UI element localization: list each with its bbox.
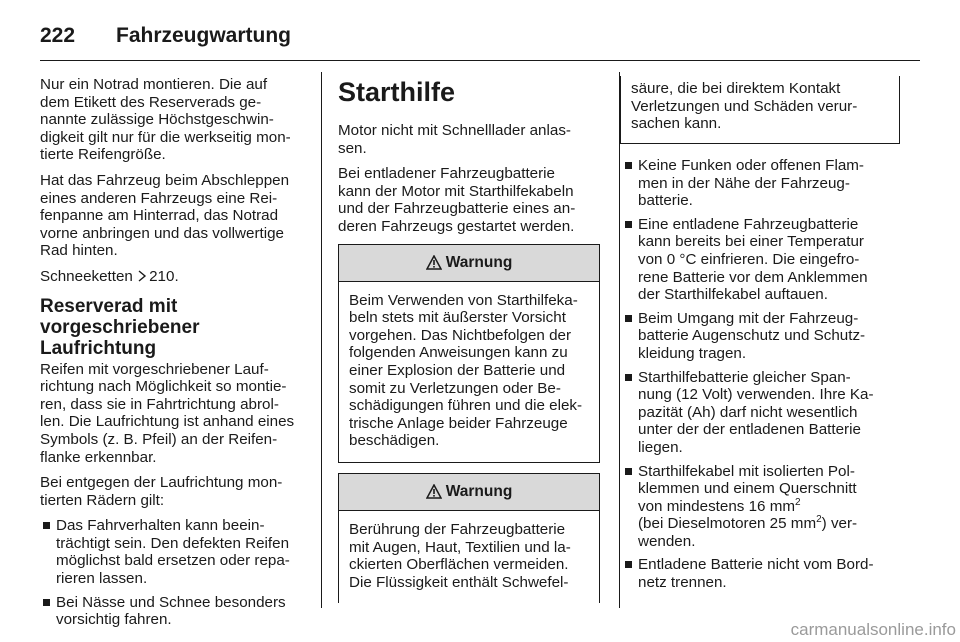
bullet-list	[40, 517, 308, 629]
bullet-square-icon	[625, 221, 632, 228]
bullet-square-icon	[625, 468, 632, 475]
warning-box	[338, 473, 600, 603]
list-item: Entladene Batterie nicht vom Bord- netz trennen.	[622, 556, 906, 591]
warning-text: Berührung der Fahrzeugbatterie mit Augen, Haut, Textilien und la- ckierten Oberflächen vermeiden. Die Flüssigkeit enthält Schwefel-	[349, 520, 571, 591]
warning-label: Warnung	[445, 253, 513, 271]
list-item: Starthilfebatterie gleicher Span- nung (12 Volt) verwenden. Ihre Ka- pazität (Ah) darf nicht wesentlich unter der der entladenen Batterie liegen.	[622, 369, 906, 457]
reference-page: 210.	[149, 267, 179, 285]
paragraph: Bei entladener Fahrzeugbatterie kann der Motor mit Starthilfekabeln und der Fahrzeugbatterie eines an- deren Fahrzeugs gestartet werden.	[338, 165, 576, 235]
column-middle	[338, 76, 600, 613]
list-item: Eine entladene Fahrzeugbatterie kann bereits bei einer Temperatur von 0 °C einfrieren. Die eingefro- rene Batterie vor dem Anklemmen der Starthilfekabel auftauen.	[622, 216, 906, 304]
bullet-square-icon	[43, 599, 50, 606]
list-item: Keine Funken oder offenen Flam- men in der Nähe der Fahrzeug- batterie.	[622, 157, 906, 210]
paragraph: Bei entgegen der Laufrichtung mon- tierten Rädern gilt:	[40, 474, 283, 509]
bullet-list	[622, 157, 906, 592]
warning-box-continuation: säure, die bei direktem Kontakt Verletzungen und Schäden verur- sachen kann.	[620, 76, 900, 144]
list-item: Beim Umgang mit der Fahrzeug- batterie Augenschutz und Schutz- kleidung tragen.	[622, 310, 906, 363]
warning-text: Beim Verwenden von Starthilfeka- beln stets mit äußerster Vorsicht vorgehen. Das Nichtbefolgen der folgenden Anweisungen kann zu einer Explosion der Batterie und somit zu Verletzungen oder Be- schädigungen führen und die elek- trische Anlage beider Fahrzeuge beschädigen.	[349, 291, 583, 450]
warning-header	[339, 245, 599, 282]
section-title: Starthilfe	[338, 77, 456, 107]
warning-triangle-icon	[426, 255, 442, 270]
list-item: Bei Nässe und Schnee besonders vorsichtig fahren.	[40, 594, 308, 629]
paragraph: Reifen mit vorgeschriebener Lauf- richtung nach Möglichkeit so montie- ren, dass sie in Fahrtrichtung abrol- len. Die Laufrichtung ist anhand eines Symbols (z. B. Pfeil) an der Reifen- flanke erkennbar.	[40, 360, 295, 466]
cross-reference	[40, 268, 308, 286]
paragraph: Hat das Fahrzeug beim Abschleppen eines anderen Fahrzeugs eine Rei- fenpanne am Hinterrad, das Notrad vorne anbringen und das vollwertige Rad hinten.	[40, 171, 290, 260]
warning-triangle-icon	[426, 484, 442, 499]
warning-label: Warnung	[445, 483, 513, 501]
bullet-square-icon	[625, 561, 632, 568]
warning-box	[338, 244, 600, 463]
column-right	[622, 157, 906, 598]
bullet-square-icon	[625, 315, 632, 322]
watermark: carmanualsonline.info	[790, 620, 956, 639]
column-left	[40, 76, 308, 635]
page-header	[40, 18, 920, 54]
page-reference-arrow-icon	[137, 270, 147, 282]
paragraph: Nur ein Notrad montieren. Die auf dem Etikett des Reserverads ge- nannte zulässige Höchstgeschwin- digkeit gilt nur für die werkseitig mon- tierte Reifengröße.	[40, 76, 291, 164]
page-number: 222	[40, 24, 76, 47]
column-divider	[619, 72, 620, 608]
bullet-square-icon	[625, 374, 632, 381]
reference-text: Schneeketten	[40, 267, 138, 285]
header-divider	[40, 60, 920, 61]
column-divider	[321, 72, 322, 608]
bullet-square-icon	[43, 522, 50, 529]
bullet-square-icon	[625, 162, 632, 169]
warning-header	[339, 474, 599, 511]
list-item: Das Fahrverhalten kann beein- trächtigt sein. Den defekten Reifen möglichst bald ersetzen oder repa- rieren lassen.	[40, 517, 308, 587]
list-item: Starthilfekabel mit isolierten Pol- klemmen und einem Querschnitt von mindestens 16 $mm^2$ (bei Dieselmotoren 25 $mm^2$) ver- wenden.	[622, 463, 906, 551]
subsection-heading: Reserverad mit vorgeschriebener Laufrichtung	[40, 295, 200, 359]
paragraph: Motor nicht mit Schnelllader anlas- sen.	[338, 122, 571, 157]
page-title: Fahrzeugwartung	[116, 24, 292, 47]
